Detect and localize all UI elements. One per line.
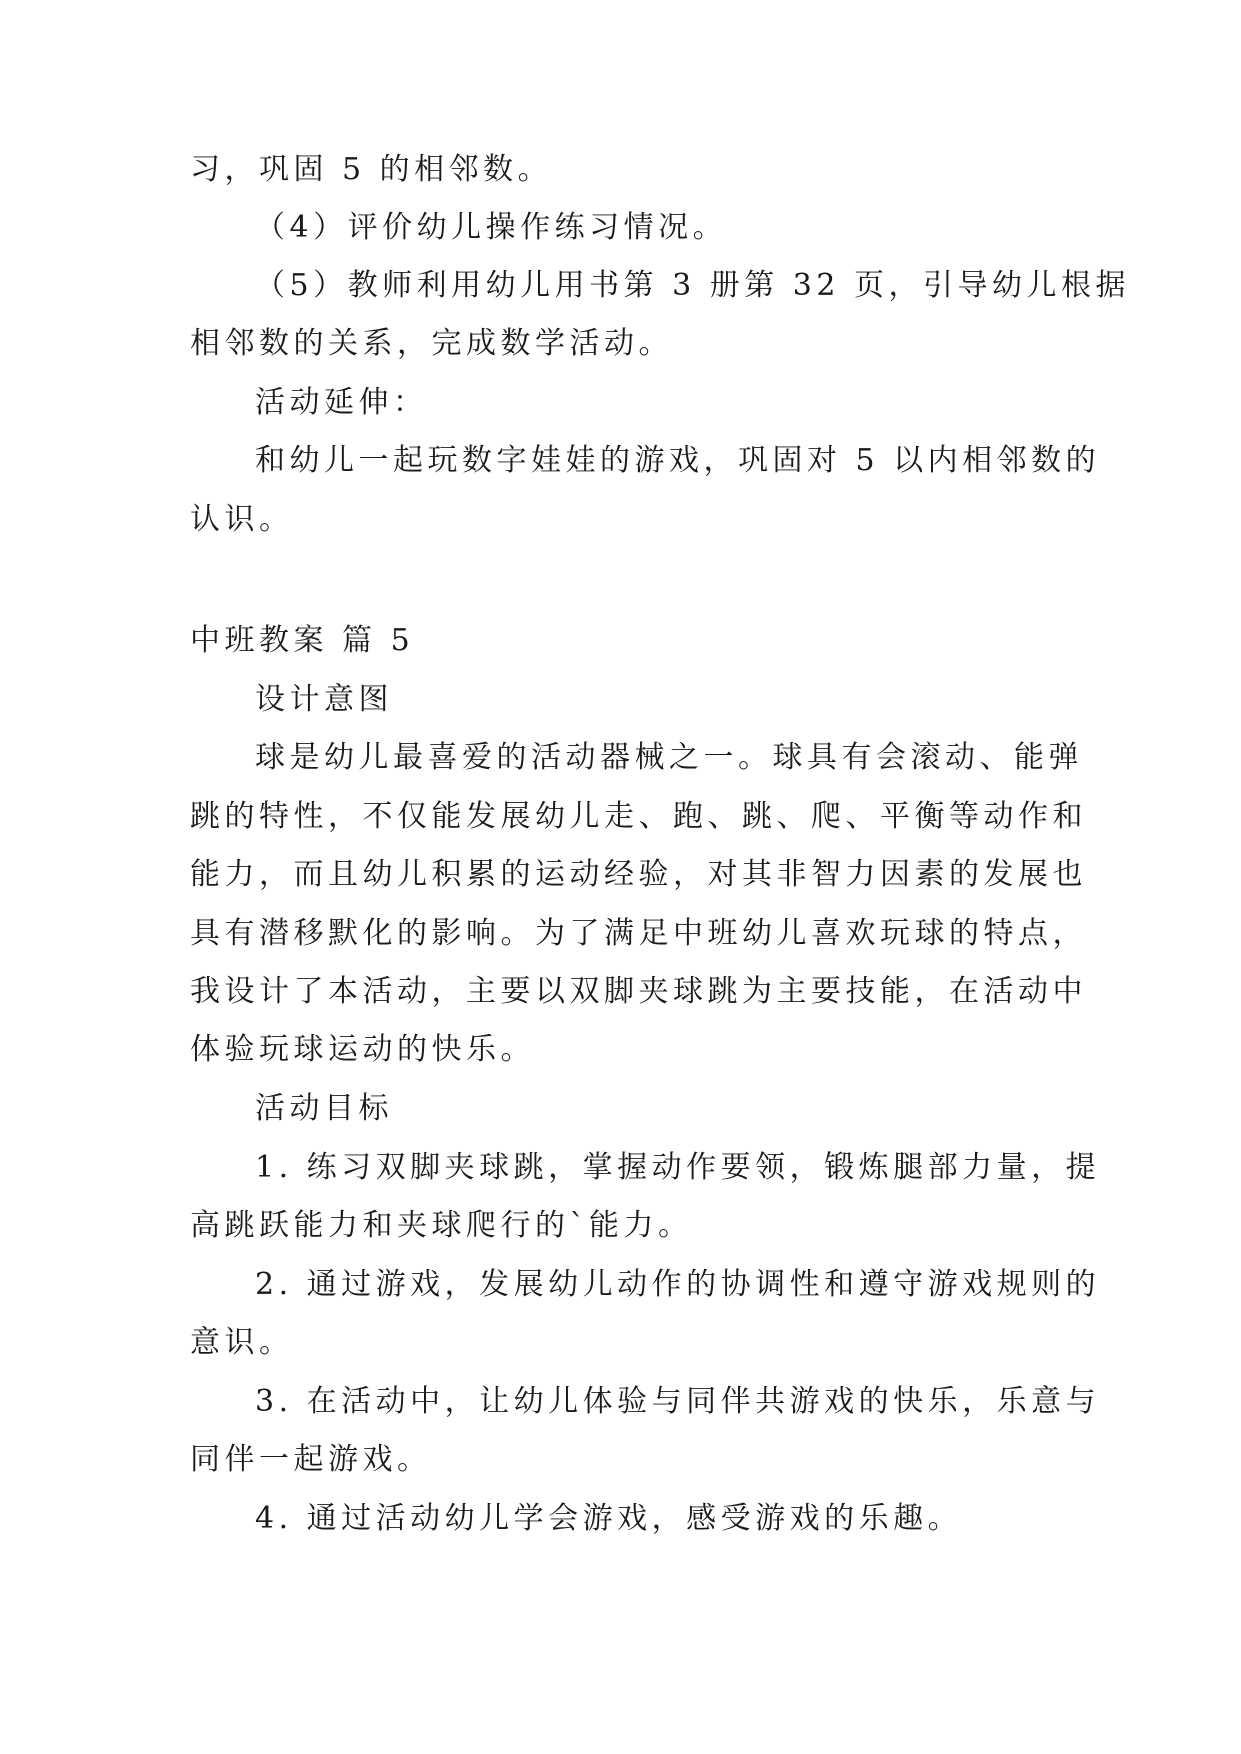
paragraph-line: 相邻数的关系，完成数学活动。 [190, 326, 673, 361]
section-heading: 中班教案 篇 5 [190, 623, 415, 658]
subheading-activity-extension: 活动延伸： [255, 385, 428, 420]
paragraph-line: 习，巩固 5 的相邻数。 [190, 152, 553, 187]
subheading-design-intent: 设计意图 [255, 682, 393, 717]
paragraph-line: 球是幼儿最喜爱的活动器械之一。球具有会滚动、能弹 [255, 740, 1083, 775]
paragraph-line: 能力，而且幼儿积累的运动经验，对其非智力因素的发展也 [190, 857, 1087, 892]
paragraph-line: 我设计了本活动，主要以双脚夹球跳为主要技能，在活动中 [190, 974, 1087, 1009]
paragraph-line: 跳的特性，不仅能发展幼儿走、跑、跳、爬、平衡等动作和 [190, 799, 1087, 834]
goal-item: 3. 在活动中，让幼儿体验与同伴共游戏的快乐，乐意与 [255, 1384, 1101, 1419]
paragraph-line: 具有潜移默化的影响。为了满足中班幼儿喜欢玩球的特点， [190, 916, 1087, 951]
paragraph-line: （4）评价幼儿操作练习情况。 [255, 210, 728, 245]
paragraph-line: 体验玩球运动的快乐。 [190, 1032, 535, 1067]
paragraph-line: （5）教师利用幼儿用书第 3 册第 32 页，引导幼儿根据 [255, 268, 1130, 303]
goal-item: 1. 练习双脚夹球跳，掌握动作要领，锻炼腿部力量，提 [255, 1150, 1101, 1185]
goal-item: 2. 通过游戏，发展幼儿动作的协调性和遵守游戏规则的 [255, 1267, 1101, 1302]
paragraph-line: 和幼儿一起玩数字娃娃的游戏，巩固对 5 以内相邻数的 [255, 443, 1101, 478]
paragraph-line: 认识。 [190, 502, 294, 537]
paragraph-line: 意识。 [190, 1325, 294, 1360]
paragraph-line: 同伴一起游戏。 [190, 1442, 432, 1477]
subheading-activity-goals: 活动目标 [255, 1091, 393, 1126]
goal-item: 4. 通过活动幼儿学会游戏，感受游戏的乐趣。 [255, 1501, 963, 1536]
paragraph-line: 高跳跃能力和夹球爬行的`能力。 [190, 1208, 693, 1243]
